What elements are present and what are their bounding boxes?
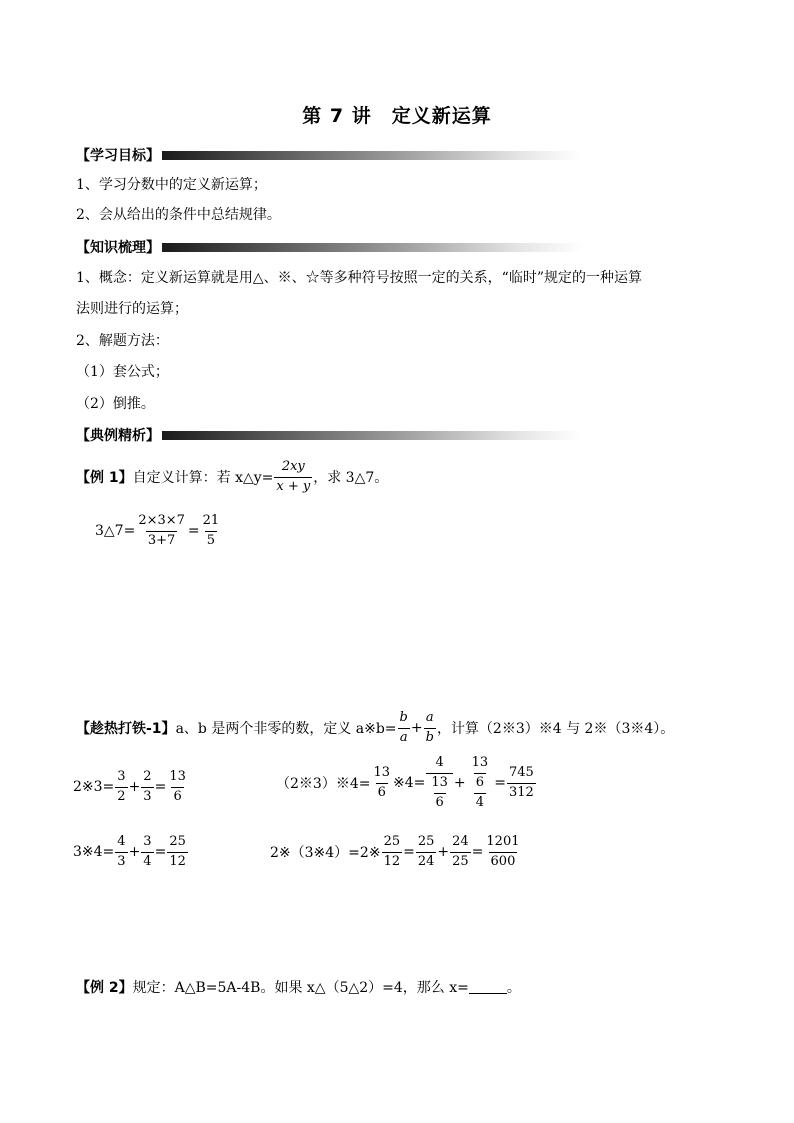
fraction: $\frac{2\times 3\times 7}{3+7}$ — [138, 513, 185, 548]
complex-fraction: $\frac{4}{\frac{13}{6}}$ — [426, 756, 453, 811]
example-tag: 【例 2】 — [76, 980, 133, 996]
section-header-knowledge — [76, 237, 582, 257]
knowledge-line: （2）倒推。 — [76, 396, 155, 412]
page-title: 第 7 讲 定义新运算 — [302, 105, 492, 127]
fraction: $\frac{21}{5}$ — [202, 513, 220, 548]
gradient-bar — [162, 151, 582, 160]
fraction: $\frac{13}{6}$ — [471, 755, 489, 790]
fraction: $\frac{13}{6}$ — [431, 774, 448, 810]
fraction: $\frac{1201}{600}$ — [486, 834, 520, 869]
fraction: $\frac{24}{25}$ — [452, 834, 469, 869]
example1-question — [76, 460, 388, 495]
fraction: $\frac{4}{3}$ — [117, 834, 126, 869]
example-tag: 【例 1】 — [76, 470, 133, 487]
section-label: 【典例精析】 — [76, 428, 160, 444]
fraction: $\frac{745}{312}$ — [508, 764, 534, 800]
knowledge-line: 1、概念：定义新运算就是用△、※、☆等多种符号按照一定的关系，“临时”规定的一种运算 — [76, 270, 642, 286]
practice1-step-paren-second: 2※（3※4）=2※ $\frac{25}{12}$ = $\frac{25}{24}$ + $\frac{24}{25}$ = $\frac{1201}{600}$ — [270, 834, 520, 869]
section-header-examples — [76, 425, 582, 445]
fraction: $\frac{13}{6}$ — [373, 764, 390, 800]
example-text: 自定义计算：若 x△y= — [132, 470, 274, 487]
practice1-question: 【趁热打铁-1】 a、b 是两个非零的数，定义 a※b= $\frac{b}{a}$ + $\frac{a}{b}$ ，计算（2※3）※4 与 2※（3※4）。 — [76, 710, 675, 745]
practice1-step-2x3: 2※3= $\frac{3}{2}$ + $\frac{2}{3}$ = $\frac{13}{6}$ — [73, 769, 186, 804]
fraction: $\frac{a}{b}$ — [425, 710, 434, 745]
section-label: 【学习目标】 — [76, 148, 160, 164]
fraction: $\frac{25}{24}$ — [417, 834, 435, 869]
fraction: $\frac{b}{a}$ — [399, 710, 408, 745]
fraction: $\frac{3}{2}$ — [117, 769, 126, 804]
goal-item: 2、会从给出的条件中总结规律。 — [76, 207, 281, 223]
knowledge-line: 法则进行的运算； — [76, 301, 188, 317]
practice1-step-3x4: 3※4= $\frac{4}{3}$ + $\frac{3}{4}$ = $\frac{25}{12}$ — [73, 834, 186, 869]
fraction: $\frac{13}{6}$ — [169, 769, 186, 804]
knowledge-line: （1）套公式； — [76, 364, 169, 380]
gradient-bar — [162, 431, 582, 440]
example-text: ，求 3△7。 — [313, 470, 389, 487]
fraction: $\frac{25}{12}$ — [383, 834, 401, 869]
fraction: $\frac{3}{4}$ — [143, 834, 152, 869]
section-label: 【知识梳理】 — [76, 240, 160, 256]
example2-question: 【例 2】 规定：A△B=5A-4B。如果 x△（5△2）=4，那么 x= 。 — [76, 977, 521, 997]
answer-blank[interactable] — [469, 981, 507, 994]
fraction: $\frac{2}{3}$ — [143, 769, 152, 804]
complex-fraction: $\frac{\frac{13}{6}}{4}$ — [471, 755, 489, 810]
fraction: $\frac{2xy}{x + y}$ — [276, 459, 311, 494]
example1-solution: 3△7= $\frac{2\times 3\times 7}{3+7}$ = $\frac{21}{5}$ — [95, 513, 220, 548]
knowledge-line: 2、解题方法： — [76, 333, 169, 349]
gradient-bar — [162, 243, 582, 252]
practice-tag: 【趁热打铁-1】 — [76, 721, 176, 738]
section-header-goals — [76, 145, 582, 165]
fraction: $\frac{25}{12}$ — [169, 834, 186, 869]
goal-item: 1、学习分数中的定义新运算； — [76, 177, 267, 193]
practice1-step-paren-first: （2※3）※4= $\frac{13}{6}$ ※4= $\frac{4}{\frac{13}{6}}$ + $\frac{\frac{13}{6}}{4}$ = $\frac{745}{312}$ — [276, 755, 534, 810]
